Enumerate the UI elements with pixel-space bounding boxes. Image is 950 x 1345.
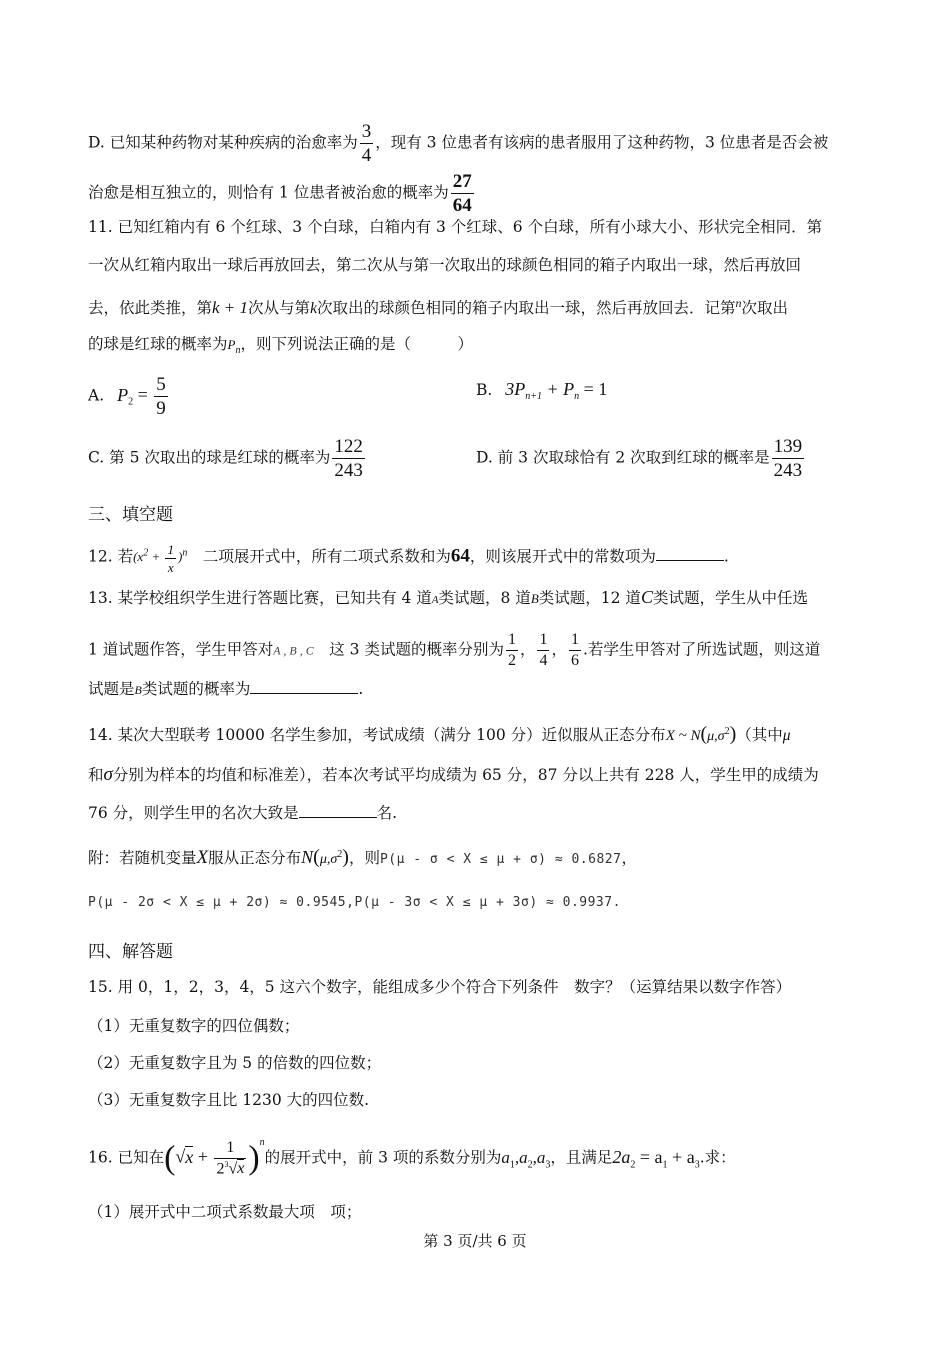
q10-option-d-line2 — [88, 172, 476, 215]
q11-option-a: A. $P_2$ = $\frac{5}{9}$ — [88, 374, 166, 419]
q14-line2: 和σ分别为样本的均值和标准差），若本次考试平均成绩为 65 分，87 分以上共有 228 人，学生甲的成绩为 — [88, 764, 819, 785]
q13-line3: 试题是B类试题的概率为 . — [88, 680, 364, 698]
q13-line2: 1 道试题作答，学生甲答对A , B , C 这 3 类试题的概率分别为 $\frac{1}{2}$ ， $\frac{1}{4}$ ， $\frac{1}{6}$ .若学生甲答对了所选试题，则这道 — [88, 631, 821, 669]
q10-d-text3: 治愈是相互独立的，则恰有 1 位患者被治愈的概率为 — [88, 183, 449, 202]
q10-d-text2: ，现有 3 位患者有该病的患者服用了这种药物，3 位患者是否会被 — [375, 133, 829, 152]
q11-line2: 一次从红箱内取出一球后再放回去，第二次从与第一次取出的球颜色相同的箱子内取出一球，然后再放回 — [88, 256, 802, 274]
q11-option-c: C. 第 5 次取出的球是红球的概率为 $\frac{122}{243}$ — [88, 436, 363, 481]
q11-k-plus-1: k + 1 — [212, 298, 249, 318]
q15-sub2: （2）无重复数字且为 5 的倍数的四位数； — [88, 1054, 382, 1072]
q12-answer-blank[interactable] — [656, 546, 724, 561]
q15-sub3: （3）无重复数字且比 1230 大的四位数. — [88, 1091, 370, 1109]
q14-line3: 76 分，则学生甲的名次大致是 名. — [88, 804, 398, 822]
q14-line4: 附：若随机变量X服从正态分布$N(\mu,\sigma^2)$，则P(μ - σ < X ≤ μ + σ) ≈ 0.6827， — [88, 846, 637, 869]
q10-option-d-line1 — [88, 122, 828, 165]
q16-line1: 16. 已知在(√x + $\frac{1}{2^3√x}$ )$^n$的展开式中，前 3 项的系数分别为$a_1,a_2,a_3$，且满足$2a_2 = a_1 + a_3$.求： — [88, 1136, 736, 1178]
section-fill-in-heading: 三、填空题 — [88, 505, 173, 525]
q11-line3: 去，依此类推，第k + 1次从与第k次取出的球颜色相同的箱子内取出一球，然后再放回去．记第$^n$次取出 — [88, 296, 788, 318]
page-footer: 第 3 页/共 6 页 — [423, 1232, 527, 1250]
q11-a-fraction: $\frac{5}{9}$ — [156, 374, 166, 419]
q11-d-fraction: $\frac{139}{243}$ — [773, 436, 803, 481]
q11-option-d: D. 前 3 次取球恰有 2 次取到红球的概率是 $\frac{139}{243}$ — [476, 436, 803, 481]
q13-answer-blank[interactable] — [250, 679, 358, 694]
q15-sub1: （1）无重复数字的四位偶数； — [88, 1017, 300, 1035]
q14-answer-blank[interactable] — [299, 803, 377, 818]
q12-line: 12. 若($x^2$ + $\frac{1}{x}$ )$^n$ 二项展开式中，所有二项式系数和为64，则该展开式中的常数项为 . — [88, 542, 729, 575]
q16-sub1: （1）展开式中二项式系数最大项 项； — [88, 1203, 362, 1221]
q11-line1: 11. 已知红箱内有 6 个红球、3 个白球，白箱内有 3 个红球、6 个白球，所有小球大小、形状完全相同．第 — [88, 218, 823, 236]
q10-d-answer-fraction: $\frac{27}{64}$ — [452, 171, 472, 216]
q10-d-fraction: $\frac{3}{4}$ — [361, 121, 372, 166]
q14-line5: P(μ - 2σ < X ≤ μ + 2σ) ≈ 0.9545,P(μ - 3σ < X ≤ μ + 3σ) ≈ 0.9937. — [88, 895, 621, 910]
q10-d-text: D. 已知某种药物对某种疾病的治愈率为 — [88, 133, 358, 152]
q13-line1: 13. 某学校组织学生进行答题比赛，已知共有 4 道A类试题，8 道B类试题，12 道C类试题，学生从中任选 — [88, 587, 808, 607]
q15-line1: 15. 用 0，1，2，3，4，5 这六个数字，能组成多少个符合下列条件 数字？（运算结果以数字作答） — [88, 978, 792, 996]
q11-option-b: B. $3P_{n+1} + P_n = 1$ — [476, 379, 608, 403]
q11-c-fraction: $\frac{122}{243}$ — [334, 436, 363, 481]
section-answer-heading: 四、解答题 — [88, 942, 173, 962]
q11-line4: 的球是红球的概率为$P_n$，则下列说法正确的是（ ） — [88, 335, 473, 357]
q14-line1: 14. 某次大型联考 10000 名学生参加，考试成绩（满分 100 分）近似服从正态分布X ~ $N(\mu,\sigma^2)$（其中μ — [88, 723, 791, 746]
